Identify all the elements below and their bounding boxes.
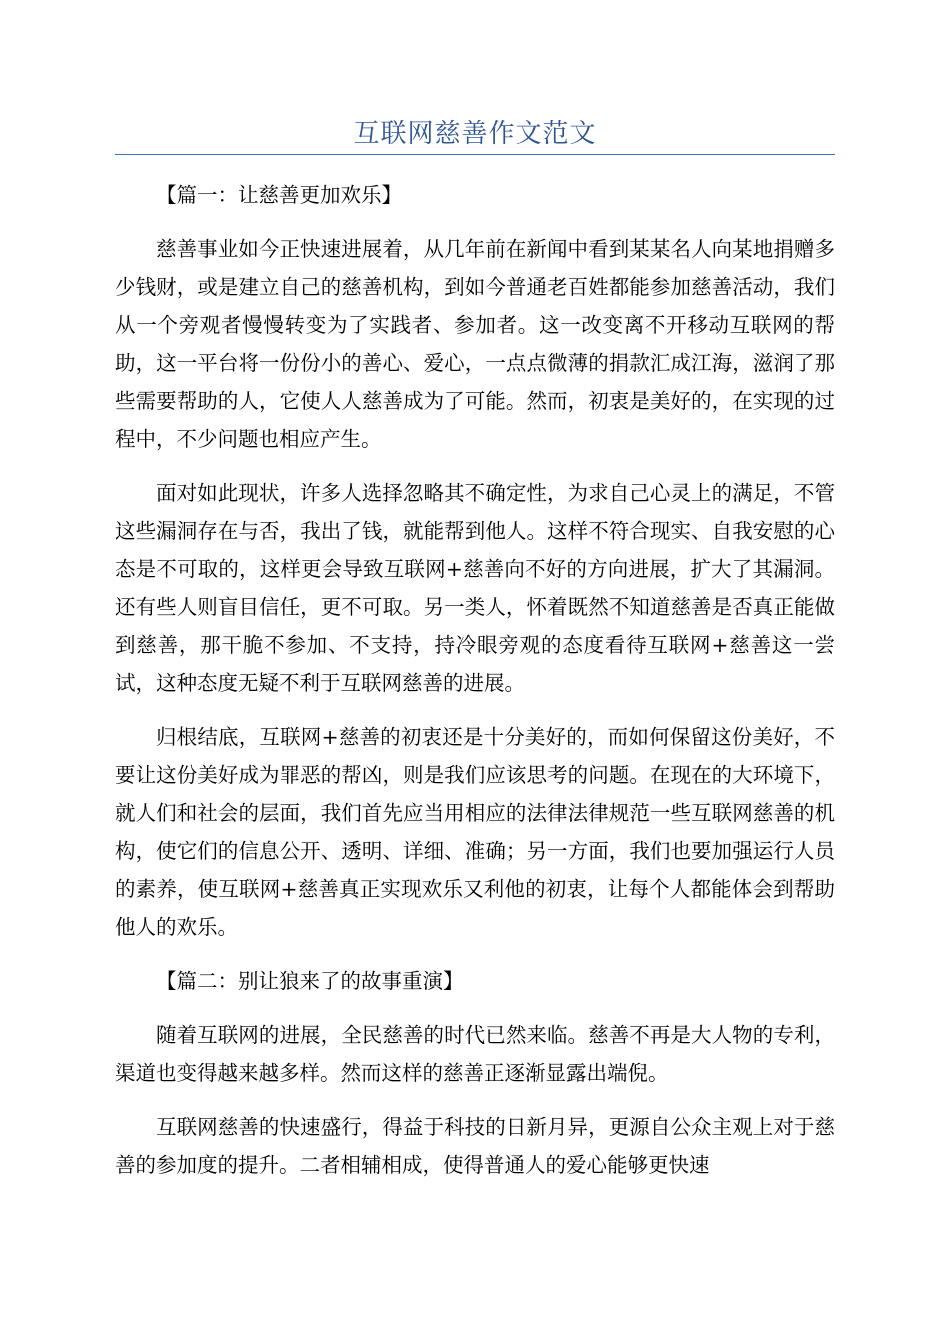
paragraph: 互联网慈善的快速盛行，得益于科技的日新月异，更源自公众主观上对于慈善的参加度的提升。二者相辅相成，使得普通人的爱心能够更快速 — [115, 1115, 835, 1177]
paragraph: 面对如此现状，许多人选择忽略其不确定性，为求自己心灵上的满足，不管这些漏洞存在与否，我出了钱，就能帮到他人。这样不符合现实、自我安慰的心态是不可取的，这样更会导致互联网+慈善向不好的方向进展，扩大了其漏洞。还有些人则盲目信任，更不可取。另一类人，怀着既然不知道慈善是否真正能做到慈善，那干脆不参加、不支持，持冷眼旁观的态度看待互联网+慈善这一尝试，这种态度无疑不利于互联网慈善的进展。 — [115, 481, 835, 695]
title-underline — [115, 154, 835, 155]
document-title: 互联网慈善作文范文 — [353, 119, 597, 149]
paragraph: 归根结底，互联网+慈善的初衷还是十分美好的，而如何保留这份美好，不要让这份美好成为罪恶的帮凶，则是我们应该思考的问题。在现在的大环境下，就人们和社会的层面，我们首先应当用相应的法律法律规范一些互联网慈善的机构，使它们的信息公开、透明、详细、准确；另一方面，我们也要加强运行人员的素养，使互联网+慈善真正实现欢乐又利他的初衷，让每个人都能体会到帮助他人的欢乐。 — [115, 725, 835, 939]
paragraph: 随着互联网的进展，全民慈善的时代已然来临。慈善不再是大人物的专利，渠道也变得越来越多样。然而这样的慈善正逐渐显露出端倪。 — [115, 1023, 835, 1085]
paragraph: 慈善事业如今正快速进展着，从几年前在新闻中看到某某名人向某地捐赠多少钱财，或是建立自己的慈善机构，到如今普通老百姓都能参加慈善活动，我们从一个旁观者慢慢转变为了实践者、参加者。这一改变离不开移动互联网的帮助，这一平台将一份份小的善心、爱心，一点点微薄的捐款汇成江海，滋润了那些需要帮助的人，它使人人慈善成为了可能。然而，初衷是美好的，在实现的过程中，不少问题也相应产生。 — [115, 237, 835, 451]
document-body — [115, 176, 835, 1200]
section-heading-2: 【篇二：别让狼来了的故事重演】 — [156, 969, 464, 993]
section-heading-1: 【篇一：让慈善更加欢乐】 — [156, 183, 402, 207]
